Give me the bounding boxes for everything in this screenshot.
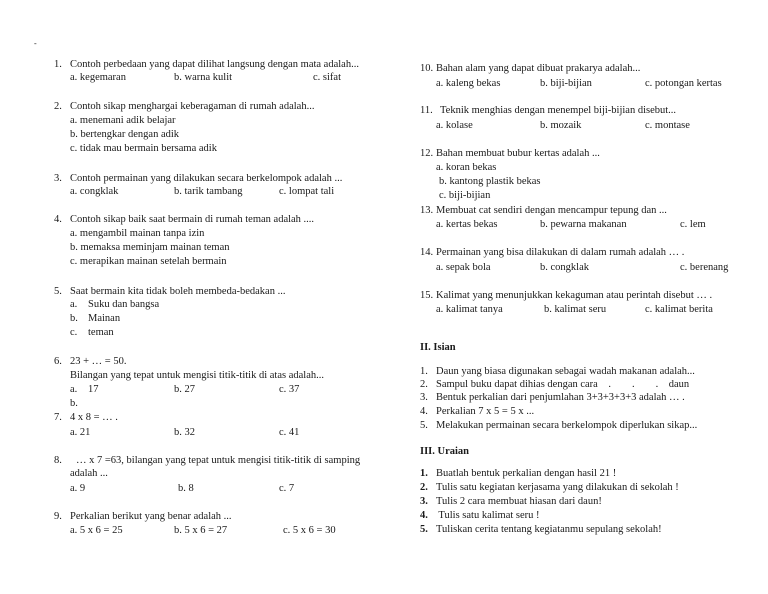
item-text: Tulis satu kegiatan kerjasama yang dilakukan di sekolah !: [436, 482, 679, 493]
option-a: a. koran bekas: [436, 162, 497, 173]
option-b: b. memaksa meminjam mainan teman: [70, 242, 230, 253]
option-b: b. 27: [174, 384, 195, 395]
question-12: [420, 148, 600, 161]
item-number: 2.: [420, 379, 428, 390]
option-c: c. berenang: [680, 262, 729, 273]
question-number: 14.: [420, 247, 434, 258]
question-2: [54, 101, 315, 114]
question-number: 6.: [54, 356, 62, 367]
question-stem: Bahan membuat bubur kertas adalah ...: [436, 148, 600, 159]
section-heading-uraian: III. Uraian: [420, 446, 470, 457]
item-text: Tuliskan cerita tentang kegiatanmu sepulang sekolah!: [436, 524, 662, 535]
option-b: b. 5 x 6 = 27: [174, 525, 228, 536]
question-11: [420, 105, 677, 118]
option-c: c. biji-bijian: [439, 190, 491, 201]
question-stem: Teknik menghias dengan menempel biji-bijian disebut...: [440, 105, 677, 116]
option-a-label: a.: [70, 299, 78, 310]
item-number: 2.: [420, 482, 428, 493]
item-number: 5.: [420, 524, 428, 535]
item-number: 3.: [420, 392, 428, 403]
option-a-label: a.: [70, 384, 78, 395]
question-13: [420, 205, 667, 218]
option-b: b. bertengkar dengan adik: [70, 129, 180, 140]
option-b: b. 8: [178, 483, 194, 494]
option-a: a. mengambil mainan tanpa izin: [70, 228, 205, 239]
option-c: c. 7: [279, 483, 295, 494]
question-stem: Contoh sikap baik saat bermain di rumah teman adalah ....: [70, 214, 315, 225]
option-a: a. menemani adik belajar: [70, 115, 176, 126]
option-a: a. 21: [70, 427, 91, 438]
question-number: 4.: [54, 214, 62, 225]
item-text: Bentuk perkalian dari penjumlahan 3+3+3+3+3 adalah … .: [436, 392, 685, 403]
item-number: 4.: [420, 510, 428, 521]
option-c: c. 5 x 6 = 30: [283, 525, 336, 536]
section-heading-isian: II. Isian: [420, 342, 456, 353]
option-b: b. biji-bijian: [540, 78, 592, 89]
option-c: c. lem: [680, 219, 706, 230]
question-stem: Permainan yang bisa dilakukan di dalam rumah adalah … .: [436, 247, 685, 258]
question-stem: Contoh perbedaan yang dapat dilihat langsung dengan mata adalah...: [70, 59, 359, 70]
option-b: Mainan: [88, 313, 121, 324]
option-b: b. kalimat seru: [544, 304, 607, 315]
option-c: c. 37: [279, 384, 300, 395]
stray-option-label: b.: [70, 398, 78, 409]
item-text: Melakukan permainan secara berkelompok diperlukan sikap...: [436, 420, 698, 431]
question-stem: Saat bermain kita tidak boleh membeda-bedakan ...: [70, 286, 286, 297]
option-c: c. 41: [279, 427, 300, 438]
option-b: b. mozaik: [540, 120, 582, 131]
question-number: 9.: [54, 511, 62, 522]
question-stem: Perkalian berikut yang benar adalah ...: [70, 511, 232, 522]
option-c: c. potongan kertas: [645, 78, 722, 89]
question-14: [420, 247, 685, 260]
question-stem: Kalimat yang menunjukkan kekaguman atau perintah disebut … .: [436, 290, 713, 301]
option-c: c. lompat tali: [279, 186, 335, 197]
question-number: 15.: [420, 290, 434, 301]
question-number: 11.: [420, 105, 433, 116]
question-number: 1.: [54, 59, 62, 70]
question-number: 5.: [54, 286, 62, 297]
question-8: [54, 455, 361, 468]
option-b: b. tarik tambang: [174, 186, 243, 197]
option-c: c. kalimat berita: [645, 304, 713, 315]
option-b: b. 32: [174, 427, 195, 438]
question-stem: Contoh sikap menghargai keberagaman di rumah adalah...: [70, 101, 315, 112]
option-a: a. congklak: [70, 186, 119, 197]
option-a: Suku dan bangsa: [88, 299, 160, 310]
question-4: [54, 214, 315, 227]
question-number: 8.: [54, 455, 62, 466]
option-a: a. kalimat tanya: [436, 304, 503, 315]
question-stem: Contoh permainan yang dilakukan secara berkelompok adalah ...: [70, 173, 343, 184]
option-a: a. sepak bola: [436, 262, 491, 273]
stray-mark: -: [34, 39, 37, 48]
question-9: [54, 511, 232, 524]
item-number: 4.: [420, 406, 428, 417]
question-1: [54, 59, 359, 72]
question-number: 12.: [420, 148, 434, 159]
option-a: a. 5 x 6 = 25: [70, 525, 123, 536]
option-b-label: b.: [70, 313, 78, 324]
option-c: c. montase: [645, 120, 690, 131]
option-c: teman: [88, 327, 114, 338]
question-number: 10.: [420, 63, 434, 74]
option-b: b. warna kulit: [174, 72, 233, 83]
item-text: Tulis 2 cara membuat hiasan dari daun!: [436, 496, 602, 507]
item-text: Tulis satu kalimat seru !: [436, 510, 540, 521]
option-c: c. sifat: [313, 72, 341, 83]
option-a: a. kaleng bekas: [436, 78, 501, 89]
question-number: 3.: [54, 173, 62, 184]
option-a: a. 9: [70, 483, 86, 494]
item-text: Buatlah bentuk perkalian dengan hasil 21 !: [436, 468, 617, 479]
option-b: b. congklak: [540, 262, 589, 273]
question-15: [420, 290, 713, 303]
question-3: [54, 173, 343, 186]
option-b: b. kantong plastik bekas: [439, 176, 541, 187]
option-b: b. pewarna makanan: [540, 219, 627, 230]
question-number: 13.: [420, 205, 434, 216]
item-text: Perkalian 7 x 5 = 5 x ...: [436, 406, 535, 417]
question-stem: Membuat cat sendiri dengan mencampur tepung dan ...: [436, 205, 667, 216]
question-stem-continued: Bilangan yang tepat untuk mengisi titik-titik di atas adalah...: [70, 370, 324, 381]
item-text: Daun yang biasa digunakan sebagai wadah makanan adalah...: [436, 366, 695, 377]
option-a: a. kegemaran: [70, 72, 126, 83]
question-number: 2.: [54, 101, 62, 112]
item-number: 1.: [420, 366, 428, 377]
question-stem: 23 + … = 50.: [70, 356, 127, 367]
option-c-label: c.: [70, 327, 78, 338]
option-c: c. tidak mau bermain bersama adik: [70, 143, 217, 154]
option-c: c. merapikan mainan setelah bermain: [70, 256, 227, 267]
question-stem-continued: adalah ...: [70, 468, 108, 479]
question-stem: Bahan alam yang dapat dibuat prakarya adalah...: [436, 63, 641, 74]
item-number: 5.: [420, 420, 428, 431]
question-7: [54, 412, 118, 425]
option-a: a. kolase: [436, 120, 473, 131]
question-10: [420, 63, 641, 76]
question-5: [54, 286, 286, 299]
item-number: 3.: [420, 496, 428, 507]
question-number: 7.: [54, 412, 62, 423]
question-stem: 4 x 8 = … .: [70, 412, 118, 423]
question-6: [54, 356, 127, 369]
item-text: Sampul buku dapat dihias dengan cara . . . daun: [436, 379, 690, 390]
option-a: 17: [88, 384, 99, 395]
question-stem: … x 7 =63, bilangan yang tepat untuk mengisi titik-titik di samping: [76, 455, 361, 466]
option-a: a. kertas bekas: [436, 219, 498, 230]
item-number: 1.: [420, 468, 428, 479]
